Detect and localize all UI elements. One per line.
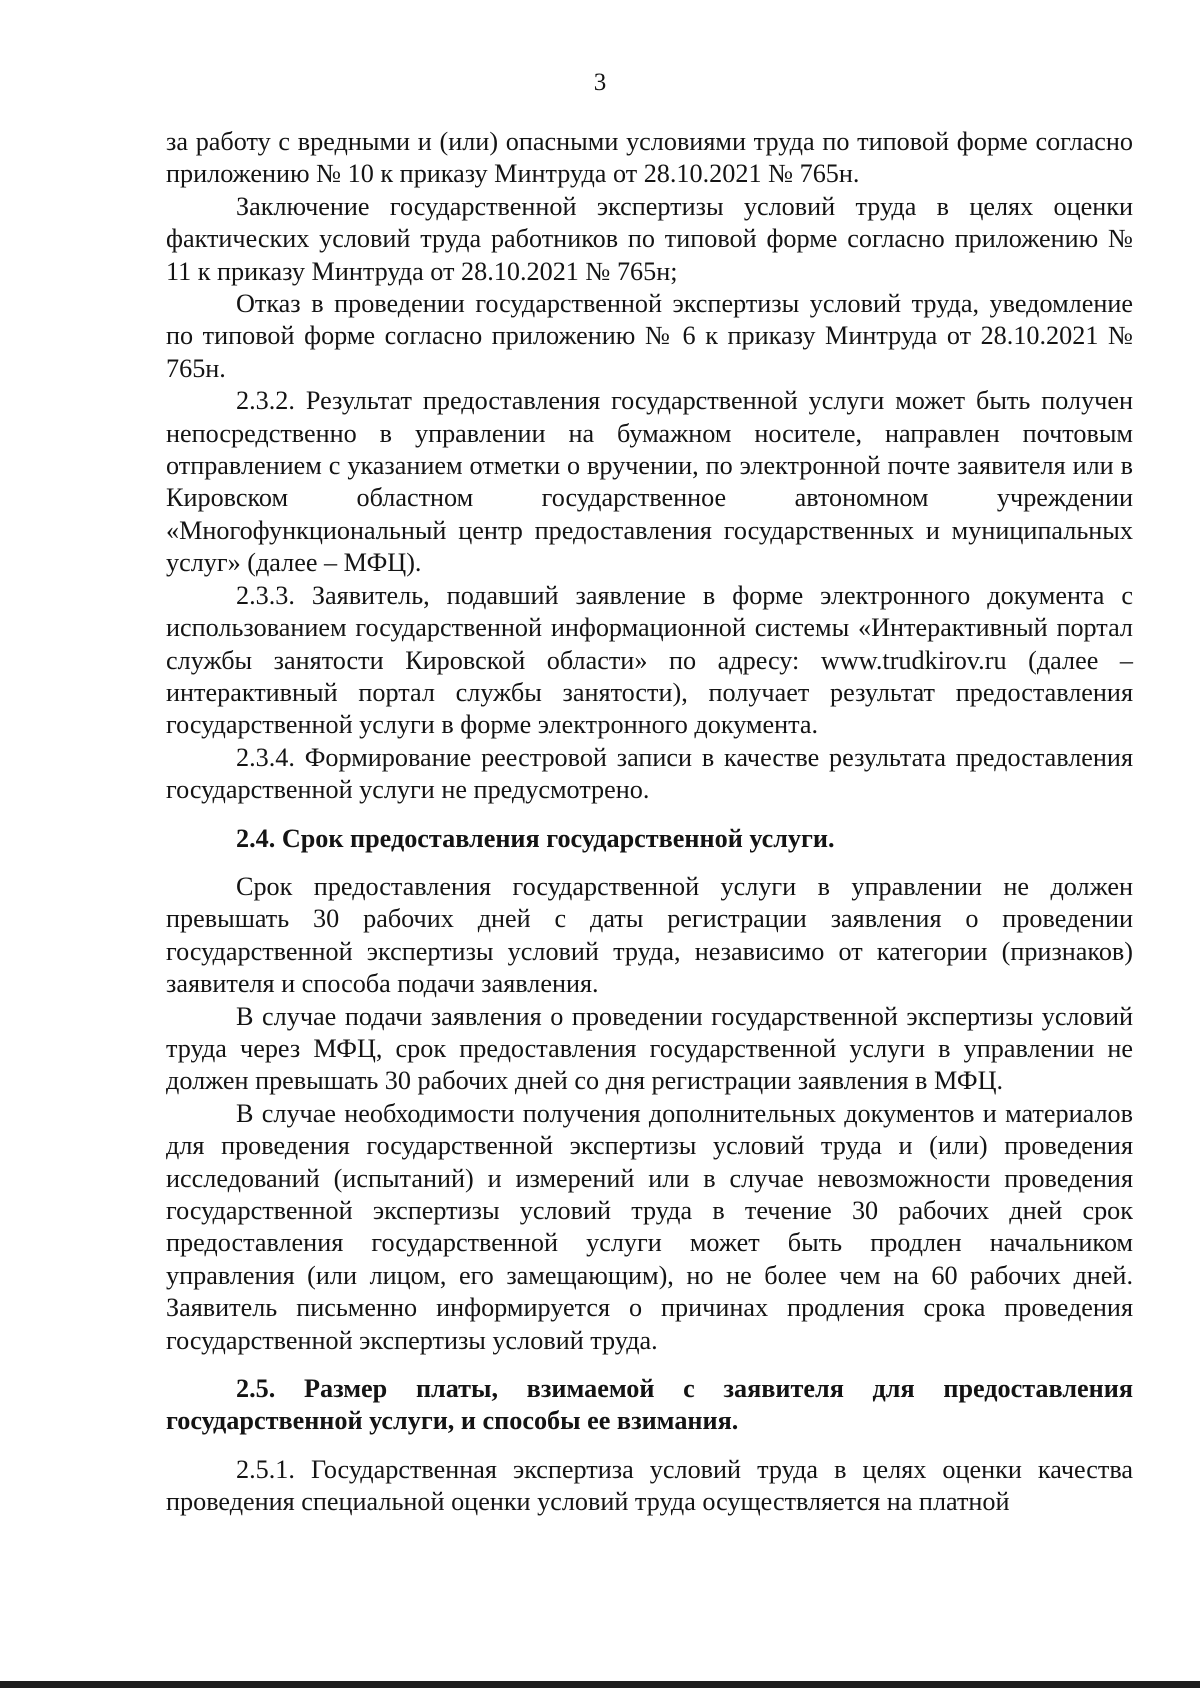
paragraph-expertise-conclusion: Заключение государственной экспертизы условий труда в целях оценки фактических условий труда работников по типовой форме согласно приложению № 11 к приказу Минтруда от 28.10.2021 № 765н; — [166, 191, 1133, 286]
paragraph-refusal: Отказ в проведении государственной экспертизы условий труда, уведомление по типовой форме согласно приложению № 6 к приказу Минтруда от 28.10.2021 № 765н. — [166, 289, 1133, 383]
paragraph-2-5-1: 2.5.1. Государственная экспертиза условий труда в целях оценки качества проведения специальной оценки условий труда осуществляется на платной — [166, 1454, 1133, 1517]
paragraph-mfc-term: В случае подачи заявления о проведении государственной экспертизы условий труда через МФЦ, срок предоставления государственной услуги в управлении не должен превышать 30 рабочих дней со дня регистрации заявления в МФЦ. — [166, 1001, 1133, 1096]
paragraph-term: Срок предоставления государственной услуги в управлении не должен превышать 30 рабочих дней с даты регистрации заявления о проведении государственной экспертизы условий труда, независимо от категории (признаков) заявителя и способа подачи заявления. — [166, 871, 1133, 999]
paragraph-2-3-2: 2.3.2. Результат предоставления государственной услуги может быть получен непосредственно в управлении на бумажном носителе, направлен почтовым отправлением с указанием отметки о вручении, по электронной почте заявителя или в Кировском областном государственное автономном учреждении «Многофункциональный центр предоставления государственных и муниципальных услуг» (далее – МФЦ). — [166, 386, 1133, 578]
paragraph-extension: В случае необходимости получения дополнительных документов и материалов для проведения государственной экспертизы условий труда и (или) проведения исследований (испытаний) и измерений или в случае невозможности проведения государственной экспертизы условий труда в течение 30 рабочих дней срок предоставления государственной услуги может быть продлен начальником управления (или лицом, его замещающим), но не более чем на 60 рабочих дней. Заявитель письменно информируется о причинах продления срока проведения государственной экспертизы условий труда. — [166, 1098, 1133, 1355]
paragraph-continuation: за работу с вредными и (или) опасными условиями труда по типовой форме согласно приложению № 10 к приказу Минтруда от 28.10.2021 № 765н. — [166, 127, 1133, 189]
page-number: 3 — [593, 69, 607, 96]
paragraph-2-3-3: 2.3.3. Заявитель, подавший заявление в форме электронного документа с использованием государственной информационной системы «Интерактивный портал службы занятости Кировской области» по адресу: www.trudkirov.ru (далее – интерактивный портал службы занятости), получает результат предоставления государственной услуги в форме электронного документа. — [166, 580, 1133, 740]
document-body — [166, 126, 1133, 1519]
scan-bottom-edge — [0, 1681, 1200, 1688]
section-heading-2-5: 2.5. Размер платы, взимаемой с заявителя для предоставления государственной услуги, и способы ее взимания. — [166, 1374, 1133, 1436]
paragraph-2-3-4: 2.3.4. Формирование реестровой записи в качестве результата предоставления государственной услуги не предусмотрено. — [166, 742, 1133, 805]
section-heading-2-4: 2.4. Срок предоставления государственной услуги. — [236, 823, 835, 853]
